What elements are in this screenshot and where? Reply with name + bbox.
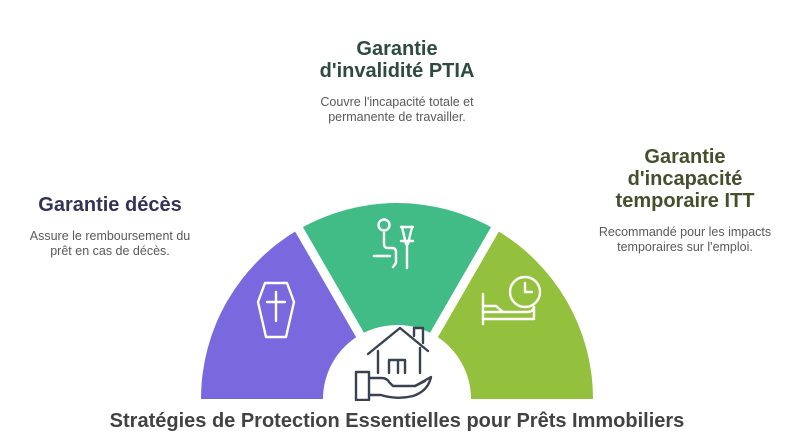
- ptia-title: [320, 38, 475, 82]
- ptia-description: [320, 95, 475, 125]
- ptia-title-line-2: d'invalidité PTIA: [319, 60, 475, 82]
- section-itt-label: [599, 146, 771, 255]
- section-death-label: [30, 194, 191, 259]
- itt-title-line-3: temporaire ITT: [615, 190, 755, 212]
- footer-title: Stratégies de Protection Essentielles pour Prêts Immobiliers: [109, 410, 685, 432]
- ptia-desc-line-1: Couvre l'incapacité totale et: [320, 95, 474, 109]
- semicircle-diagram: [197, 195, 597, 401]
- itt-title-line-2: d'incapacité: [627, 168, 743, 190]
- death-desc-line-1: Assure le remboursement du: [29, 229, 191, 243]
- section-ptia-label: [320, 38, 475, 125]
- death-description: [30, 229, 191, 259]
- itt-desc-line-1: Recommandé pour les impacts: [598, 225, 772, 239]
- itt-description: [599, 225, 771, 255]
- itt-desc-line-2: temporaires sur l'emploi.: [617, 240, 753, 254]
- death-desc-line-2: prêt en cas de décès.: [50, 244, 170, 258]
- itt-title-line-1: Garantie: [644, 146, 726, 168]
- itt-title: [599, 146, 771, 212]
- death-title: Garantie décès: [38, 194, 182, 216]
- ptia-desc-line-2: permanente de travailler.: [328, 110, 466, 124]
- ptia-title-line-1: Garantie: [356, 38, 438, 60]
